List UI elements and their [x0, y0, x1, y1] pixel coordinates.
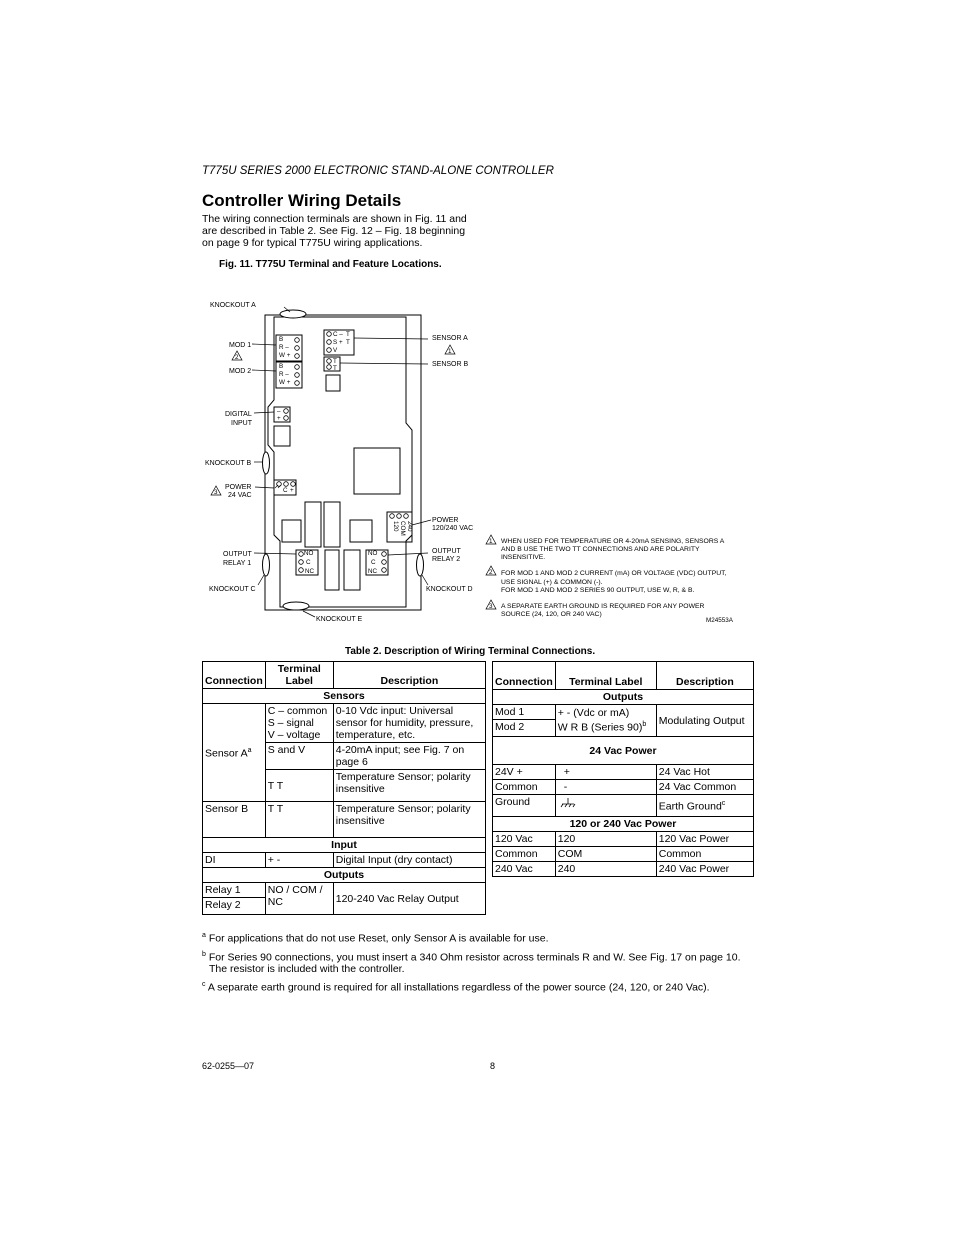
header-terminal-label: [265, 662, 333, 689]
leader-line: [303, 611, 315, 617]
cell-label: + -: [265, 853, 333, 868]
table-row: [493, 862, 754, 877]
output-relay2-label-2: RELAY 2: [432, 556, 461, 563]
terminal-c: C: [306, 559, 311, 566]
terminal-s: S +: [333, 339, 343, 346]
sensor-b-label: SENSOR B: [432, 361, 469, 368]
cell-label: NO / COM / NC: [265, 883, 333, 915]
output-relay2-label-1: OUTPUT: [432, 548, 461, 555]
terminal-t: T: [333, 358, 337, 365]
header-terminal-label-line1: Terminal: [277, 663, 321, 675]
relay-component: [325, 550, 339, 590]
cell-label: T T: [265, 770, 333, 802]
marker-3: 3: [214, 489, 218, 496]
label-text: -: [563, 781, 568, 793]
leader-line: [254, 553, 296, 554]
screw-terminal: [295, 338, 300, 343]
mod-label-series90: W R B (Series 90): [557, 721, 643, 734]
note-2-line-1: FOR MOD 1 AND MOD 2 CURRENT (mA) OR VOLTAGE (VDC) OUTPUT,: [501, 570, 727, 577]
terminal-no: NO: [368, 550, 378, 557]
terminal-c: C –: [333, 331, 343, 338]
cell-description: Temperature Sensor; polarity insensitive: [333, 802, 485, 838]
cell-description: 120 Vac Power: [656, 832, 753, 847]
table-row: [493, 832, 754, 847]
sensor-b-terminal-block: [324, 357, 340, 371]
table-row: [493, 705, 754, 720]
page-number: 8: [490, 1061, 496, 1071]
mod-label-line-2: [558, 719, 654, 734]
terminal-di-minus: –: [277, 408, 281, 415]
leader-line: [258, 575, 264, 585]
screw-terminal: [404, 514, 409, 519]
screw-terminal: [295, 354, 300, 359]
screw-terminal: [299, 560, 304, 565]
screw-terminal: [327, 348, 332, 353]
section-sensors: Sensors: [203, 689, 486, 704]
header-connection: Connection: [493, 662, 556, 690]
terminal-no: NO: [304, 550, 314, 557]
digital-input-label-1: DIGITAL: [225, 411, 252, 418]
mod1-label: MOD 1: [229, 342, 252, 349]
footnote-a: [202, 930, 762, 945]
section-120-240vac: 120 or 240 Vac Power: [493, 817, 754, 832]
cell-relay-1: Relay 1: [203, 883, 266, 898]
table-row: [493, 847, 754, 862]
sensor-a-name: Sensor A: [205, 747, 248, 760]
digital-input-box: [274, 426, 290, 446]
earth-ground-text: Earth Ground: [658, 800, 722, 813]
cell-label: 120: [555, 832, 656, 847]
table-header-row: [203, 662, 486, 689]
power120-label-2: 120/240 VAC: [432, 525, 474, 532]
terminal-di-plus: +: [277, 415, 281, 422]
leader-line: [340, 363, 428, 364]
screw-terminal: [382, 552, 387, 557]
cell-label: 240: [555, 862, 656, 877]
screw-terminal: [295, 373, 300, 378]
digital-input-label-2: INPUT: [231, 420, 252, 427]
note-3-line-1: A SEPARATE EARTH GROUND IS REQUIRED FOR ANY POWER: [501, 603, 705, 610]
screw-terminal: [327, 340, 332, 345]
terminal-table-left: [202, 661, 486, 915]
note-2-line-3: FOR MOD 1 AND MOD 2 SERIES 90 OUTPUT, USE W, R, & B.: [501, 587, 695, 594]
relay-1-body: [305, 502, 321, 547]
screw-terminal: [284, 409, 289, 414]
screw-terminal: [327, 359, 332, 364]
mod-label-line-1: + - (Vdc or mA): [557, 707, 630, 720]
power120-label-1: POWER: [432, 517, 459, 524]
terminal-t: T: [333, 365, 337, 372]
cell-ground: Ground: [493, 795, 556, 817]
cell-label: [555, 705, 656, 737]
cell-label: S and V: [265, 743, 333, 770]
cell-di: DI: [203, 853, 266, 868]
relay-2-body: [324, 502, 340, 547]
leader-line: [422, 575, 428, 585]
header-description: Description: [656, 662, 753, 690]
power24-label-2: 24 VAC: [228, 492, 252, 499]
note-1-line-1: WHEN USED FOR TEMPERATURE OR 4-20mA SENSING, SENSORS A: [501, 538, 725, 545]
footnote-c: [202, 979, 762, 994]
cell-description: 4-20mA input; see Fig. 7 on page 6: [333, 743, 485, 770]
knockout-c-label: KNOCKOUT C: [209, 586, 256, 593]
terminal-plus: +: [290, 487, 294, 494]
cell-description: Digital Input (dry contact): [333, 853, 485, 868]
knockout-b-hole: [263, 452, 270, 474]
knockout-a-label: KNOCKOUT A: [210, 302, 256, 309]
table-row: [203, 853, 486, 868]
footnote-mark-b: b: [642, 721, 647, 729]
sensor-b-box: [326, 375, 340, 391]
knockout-e-label: KNOCKOUT E: [316, 616, 363, 623]
screw-terminal: [299, 552, 304, 557]
table-row: [203, 802, 486, 838]
table-row: [203, 883, 486, 898]
cell-sensor-a: [203, 704, 266, 802]
cell-label: [555, 765, 656, 780]
table-row: [493, 765, 754, 780]
cell-relay-2: Relay 2: [203, 898, 266, 915]
footnote-c-text: A separate earth ground is required for all installations regardless of the power source (24, 120, or 240 Vac).: [207, 981, 710, 994]
footnotes: [202, 930, 762, 998]
table-caption: Table 2. Description of Wiring Terminal Connections.: [345, 646, 596, 657]
label-line: V – voltage: [267, 729, 321, 741]
screw-terminal: [327, 365, 332, 370]
terminal-nc: NC: [368, 568, 378, 575]
processor-chip: [354, 448, 400, 494]
footnote-b-text-continued: The resistor is included with the controller.: [209, 963, 405, 975]
screw-terminal: [382, 568, 387, 573]
section-input: Input: [203, 838, 486, 853]
cell-mod-1: Mod 1: [493, 705, 556, 720]
knockout-c-hole: [263, 554, 270, 576]
screw-terminal: [327, 332, 332, 337]
screw-terminal: [284, 416, 289, 421]
controller-housing: [265, 315, 421, 610]
terminal-240: 240: [406, 521, 413, 532]
cell-connection: 24V +: [493, 765, 556, 780]
document-number: 62-0255—07: [202, 1061, 255, 1071]
footnote-mark-c: c: [721, 800, 726, 808]
footnote-c-mark: c: [202, 981, 206, 988]
cell-description: 0-10 Vdc input: Universal sensor for humidity, pressure, temperature, etc.: [333, 704, 485, 743]
label-text: +: [563, 766, 570, 778]
cell-label: [265, 704, 333, 743]
leader-line: [388, 553, 428, 555]
sensor-a-label: SENSOR A: [432, 335, 468, 342]
note-3-line-2: SOURCE (24, 120, OR 240 VAC): [501, 611, 602, 618]
footnote-mark-a: a: [247, 747, 252, 755]
cell-connection: Common: [493, 780, 556, 795]
terminal-b: B: [279, 336, 284, 343]
figure-caption: Fig. 11. T775U Terminal and Feature Locations.: [219, 259, 442, 270]
power24-label-1: POWER: [225, 484, 252, 491]
footnote-b-text: For Series 90 connections, you must insert a 340 Ohm resistor across terminals R and W. See Fig. 17 on page 10.: [208, 951, 741, 963]
cell-label: COM: [555, 847, 656, 862]
terminal-120: 120: [392, 521, 399, 532]
screw-terminal: [295, 365, 300, 370]
section-outputs: Outputs: [493, 690, 754, 705]
section-outputs: Outputs: [203, 868, 486, 883]
header-terminal-label-line2: Label: [285, 675, 313, 687]
component-box: [350, 520, 372, 542]
mod2-label: MOD 2: [229, 368, 252, 375]
cell-description: Temperature Sensor; polarity insensitive: [333, 770, 485, 802]
component-box: [282, 520, 301, 542]
knockout-e-hole: [283, 602, 309, 610]
cell-connection: 120 Vac: [493, 832, 556, 847]
table-header-row: [493, 662, 754, 690]
output-relay1-label-2: RELAY 1: [223, 560, 252, 567]
screw-terminal: [284, 482, 289, 487]
header-connection: Connection: [203, 662, 266, 689]
marker-1: 1: [489, 538, 493, 545]
header-terminal-label: Terminal Label: [555, 662, 656, 690]
cell-label: [555, 795, 656, 817]
leader-line: [252, 344, 276, 345]
label-line: S – signal: [267, 717, 314, 729]
note-1-line-2: AND B USE THE TWO TT CONNECTIONS AND ARE POLARITY: [501, 546, 700, 553]
page-title: Controller Wiring Details: [202, 191, 402, 210]
terminal-t: T: [346, 339, 350, 346]
terminal-t: T: [346, 331, 350, 338]
table-row: [203, 704, 486, 743]
leader-line: [255, 487, 274, 488]
screw-terminal: [295, 346, 300, 351]
knockout-d-label: KNOCKOUT D: [426, 586, 473, 593]
knockout-d-hole: [417, 554, 424, 576]
marker-1: 1: [448, 348, 452, 355]
marker-2: 2: [235, 354, 239, 361]
note-2-line-2: USE SIGNAL (+) & COMMON (-).: [501, 579, 603, 586]
terminal-diagram: [200, 295, 760, 630]
terminal-c: C: [371, 559, 376, 566]
footnote-b-mark: b: [202, 950, 206, 958]
screw-terminal: [382, 560, 387, 565]
footnote-a-mark: a: [202, 932, 206, 939]
output-relay1-label-1: OUTPUT: [223, 551, 252, 558]
marker-2: 2: [489, 569, 493, 576]
terminal-w: W +: [279, 352, 291, 359]
cell-mod-2: Mod 2: [493, 720, 556, 737]
screw-terminal: [397, 514, 402, 519]
figure-code: M24553A: [706, 617, 733, 624]
footnote-a-text: For applications that do not use Reset, only Sensor A is available for use.: [208, 932, 549, 945]
leader-line: [254, 412, 274, 413]
terminal-c: C: [283, 487, 288, 494]
cell-description: 120-240 Vac Relay Output: [333, 883, 485, 915]
running-head: T775U SERIES 2000 ELECTRONIC STAND-ALONE CONTROLLER: [202, 165, 554, 177]
screw-terminal: [299, 568, 304, 573]
label-line: C – common: [267, 705, 328, 717]
intro-paragraph: The wiring connection terminals are shown in Fig. 11 and are described in Table 2. See Fig. 12 – Fig. 18 beginning on page 9 for typical T775U wiring applications.: [202, 213, 467, 249]
cell-label: [555, 780, 656, 795]
cell-description: 24 Vac Hot: [656, 765, 753, 780]
cell-sensor-b: Sensor B: [203, 802, 266, 838]
table-row: [493, 795, 754, 817]
header-description: Description: [333, 662, 485, 689]
terminal-table-right: [492, 661, 754, 877]
footnote-b: [202, 949, 762, 976]
cell-connection: Common: [493, 847, 556, 862]
relay-component: [344, 550, 360, 590]
knockout-b-label: KNOCKOUT B: [205, 460, 252, 467]
terminal-b: B: [279, 363, 284, 370]
earth-ground-icon: [560, 796, 576, 808]
cell-description: Common: [656, 847, 753, 862]
terminal-nc: NC: [305, 568, 315, 575]
terminal-r: R –: [279, 344, 289, 351]
cell-description: Modulating Output: [656, 705, 753, 737]
note-1-line-3: INSENSITIVE.: [501, 554, 546, 561]
cell-label: T T: [265, 802, 333, 838]
cell-description: 240 Vac Power: [656, 862, 753, 877]
terminal-w: W +: [279, 379, 291, 386]
screw-terminal: [390, 514, 395, 519]
terminal-com: COM: [399, 521, 406, 536]
screw-terminal: [295, 381, 300, 386]
terminal-v: V: [333, 347, 338, 354]
leader-line: [354, 338, 428, 339]
knockout-a-hole: [280, 310, 306, 318]
cell-description: [656, 795, 753, 817]
marker-3: 3: [489, 603, 493, 610]
leader-line: [252, 370, 276, 371]
cell-connection: 240 Vac: [493, 862, 556, 877]
terminal-r: R –: [279, 371, 289, 378]
cell-description: 24 Vac Common: [656, 780, 753, 795]
section-24vac: 24 Vac Power: [493, 737, 754, 765]
screw-terminal: [291, 482, 296, 487]
table-row: [493, 780, 754, 795]
